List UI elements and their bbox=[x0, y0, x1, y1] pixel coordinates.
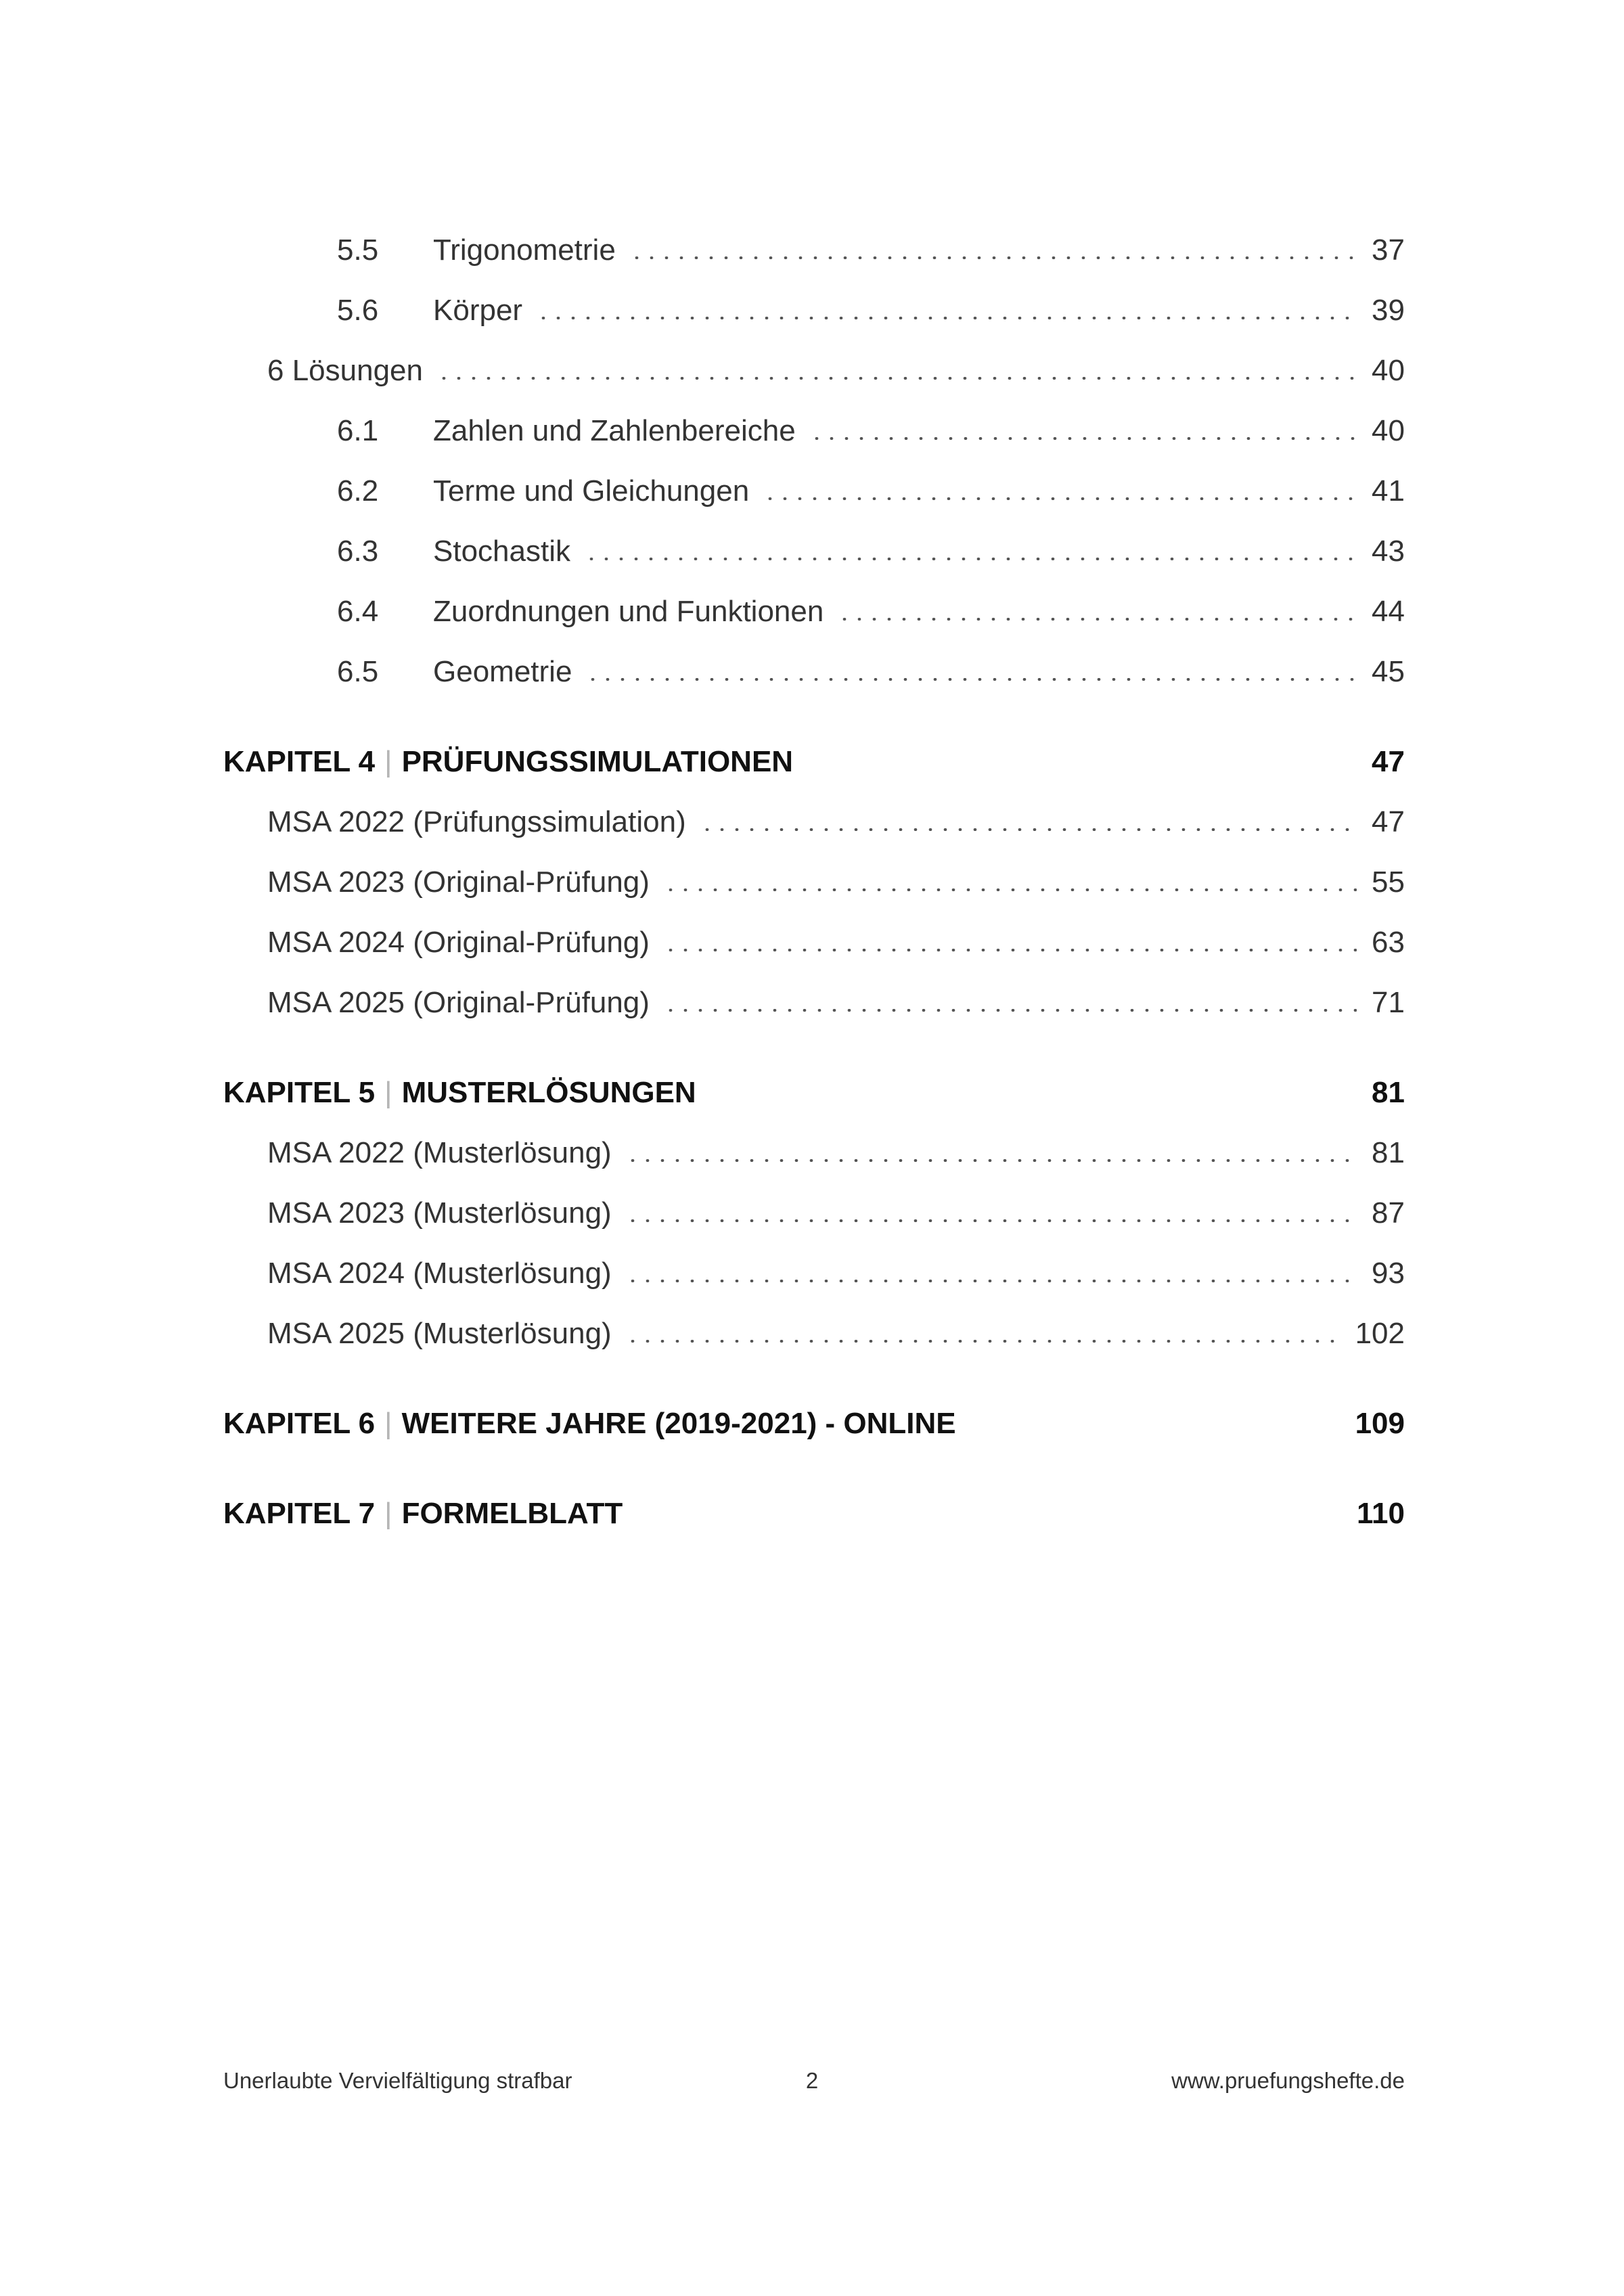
toc-entry-msa-2024-solution[interactable] bbox=[267, 1252, 1405, 1295]
toc-entry-title: MSA 2025 (Musterlösung) bbox=[267, 1317, 612, 1350]
dot-leader bbox=[585, 678, 1357, 681]
toc-entry-page: 40 bbox=[1372, 354, 1405, 387]
chapter-heading-7[interactable] bbox=[223, 1492, 1405, 1535]
toc-entry-6-2[interactable] bbox=[337, 470, 1405, 513]
dot-leader bbox=[625, 1159, 1357, 1162]
footer-website-link[interactable]: www.pruefungshefte.de bbox=[1171, 2068, 1405, 2093]
toc-entry-title: Geometrie bbox=[433, 655, 572, 688]
chapter-title: WEITERE JAHRE (2019-2021) - ONLINE bbox=[401, 1407, 956, 1440]
chapter-heading-5[interactable] bbox=[223, 1071, 1405, 1115]
toc-entry-title: MSA 2023 (Original-Prüfung) bbox=[267, 865, 650, 899]
chapter-label: KAPITEL 5 bbox=[223, 1076, 376, 1109]
toc-entry-number: 6.3 bbox=[337, 535, 379, 568]
toc-entry-number: 6.2 bbox=[337, 474, 379, 508]
dot-leader bbox=[584, 558, 1357, 560]
toc-entry-page: 39 bbox=[1372, 294, 1405, 327]
chapter-heading-6[interactable] bbox=[223, 1402, 1405, 1445]
toc-entry-number: 6.5 bbox=[337, 655, 379, 688]
dot-leader bbox=[625, 1340, 1340, 1343]
toc-entry-page: 45 bbox=[1372, 655, 1405, 688]
toc-entry-page: 87 bbox=[1372, 1196, 1405, 1230]
chapter-separator: | bbox=[384, 745, 392, 778]
toc-entry-title: Zuordnungen und Funktionen bbox=[433, 595, 824, 628]
chapter-heading-4[interactable] bbox=[223, 740, 1405, 784]
toc-entry-title: Terme und Gleichungen bbox=[433, 474, 750, 508]
toc-entry-title: 6 Lösungen bbox=[267, 354, 423, 387]
toc-entry-page: 102 bbox=[1355, 1317, 1405, 1350]
toc-entry-6[interactable] bbox=[267, 349, 1405, 392]
chapter-separator: | bbox=[384, 1076, 392, 1109]
toc-entry-msa-2025-original[interactable] bbox=[267, 981, 1405, 1025]
toc-entry-number: 5.5 bbox=[337, 233, 379, 267]
toc-entry-6-4[interactable] bbox=[337, 590, 1405, 633]
chapter-title: MUSTERLÖSUNGEN bbox=[401, 1076, 696, 1109]
footer-page-number: 2 bbox=[805, 2068, 819, 2093]
toc-entry-6-1[interactable] bbox=[337, 409, 1405, 453]
toc-entry-msa-2023-original[interactable] bbox=[267, 861, 1405, 904]
toc-entry-6-3[interactable] bbox=[337, 530, 1405, 573]
toc-entry-6-5[interactable] bbox=[337, 650, 1405, 694]
dot-leader bbox=[629, 256, 1357, 259]
footer-copyright-notice: Unerlaubte Vervielfältigung strafbar bbox=[223, 2068, 572, 2093]
chapter-page: 81 bbox=[1372, 1076, 1405, 1109]
toc-entry-page: 55 bbox=[1372, 865, 1405, 899]
dot-leader bbox=[663, 888, 1357, 891]
chapter-page: 109 bbox=[1355, 1407, 1405, 1440]
toc-entry-title: Stochastik bbox=[433, 535, 570, 568]
toc-entry-page: 44 bbox=[1372, 595, 1405, 628]
chapter-label: KAPITEL 4 bbox=[223, 745, 376, 778]
chapter-page: 47 bbox=[1372, 745, 1405, 778]
dot-leader bbox=[436, 377, 1357, 380]
toc-entry-title: Zahlen und Zahlenbereiche bbox=[433, 414, 796, 447]
toc-entry-page: 47 bbox=[1372, 805, 1405, 838]
chapter-label: KAPITEL 6 bbox=[223, 1407, 376, 1440]
toc-entry-title: MSA 2024 (Original-Prüfung) bbox=[267, 926, 650, 959]
toc-entry-number: 6.4 bbox=[337, 595, 379, 628]
dot-leader bbox=[663, 1009, 1357, 1012]
toc-entry-title: MSA 2022 (Musterlösung) bbox=[267, 1136, 612, 1169]
dot-leader bbox=[809, 437, 1357, 440]
dot-leader bbox=[536, 317, 1357, 319]
chapter-separator: | bbox=[384, 1407, 392, 1440]
toc-entry-msa-2025-solution[interactable] bbox=[267, 1312, 1405, 1355]
dot-leader bbox=[700, 828, 1357, 831]
toc-entry-page: 63 bbox=[1372, 926, 1405, 959]
dot-leader bbox=[837, 618, 1357, 621]
toc-entry-title: Trigonometrie bbox=[433, 233, 616, 267]
toc-entry-msa-2024-original[interactable] bbox=[267, 921, 1405, 964]
toc-entry-5-6[interactable] bbox=[337, 289, 1405, 332]
toc-entry-page: 93 bbox=[1372, 1257, 1405, 1290]
dot-leader bbox=[763, 497, 1357, 500]
dot-leader bbox=[663, 949, 1357, 951]
dot-leader bbox=[625, 1280, 1357, 1282]
toc-entry-5-5[interactable] bbox=[337, 229, 1405, 272]
toc-entry-msa-2022-simulation[interactable] bbox=[267, 801, 1405, 844]
toc-entry-number: 6.1 bbox=[337, 414, 379, 447]
chapter-title: PRÜFUNGSSIMULATIONEN bbox=[401, 745, 794, 778]
toc-entry-page: 81 bbox=[1372, 1136, 1405, 1169]
chapter-label: KAPITEL 7 bbox=[223, 1497, 376, 1530]
toc-entry-page: 37 bbox=[1372, 233, 1405, 267]
toc-entry-page: 41 bbox=[1372, 474, 1405, 508]
toc-entry-title: MSA 2025 (Original-Prüfung) bbox=[267, 986, 650, 1019]
chapter-separator: | bbox=[384, 1497, 392, 1530]
toc-entry-title: MSA 2023 (Musterlösung) bbox=[267, 1196, 612, 1230]
toc-entry-msa-2022-solution[interactable] bbox=[267, 1131, 1405, 1175]
toc-entry-page: 71 bbox=[1372, 986, 1405, 1019]
toc-entry-title: MSA 2024 (Musterlösung) bbox=[267, 1257, 612, 1290]
chapter-page: 110 bbox=[1357, 1497, 1405, 1530]
dot-leader bbox=[625, 1219, 1357, 1222]
toc-entry-msa-2023-solution[interactable] bbox=[267, 1192, 1405, 1235]
toc-entry-page: 43 bbox=[1372, 535, 1405, 568]
chapter-title: FORMELBLATT bbox=[401, 1497, 623, 1530]
toc-entry-title: MSA 2022 (Prüfungssimulation) bbox=[267, 805, 686, 838]
toc-entry-number: 5.6 bbox=[337, 294, 379, 327]
toc-entry-title: Körper bbox=[433, 294, 523, 327]
toc-entry-page: 40 bbox=[1372, 414, 1405, 447]
